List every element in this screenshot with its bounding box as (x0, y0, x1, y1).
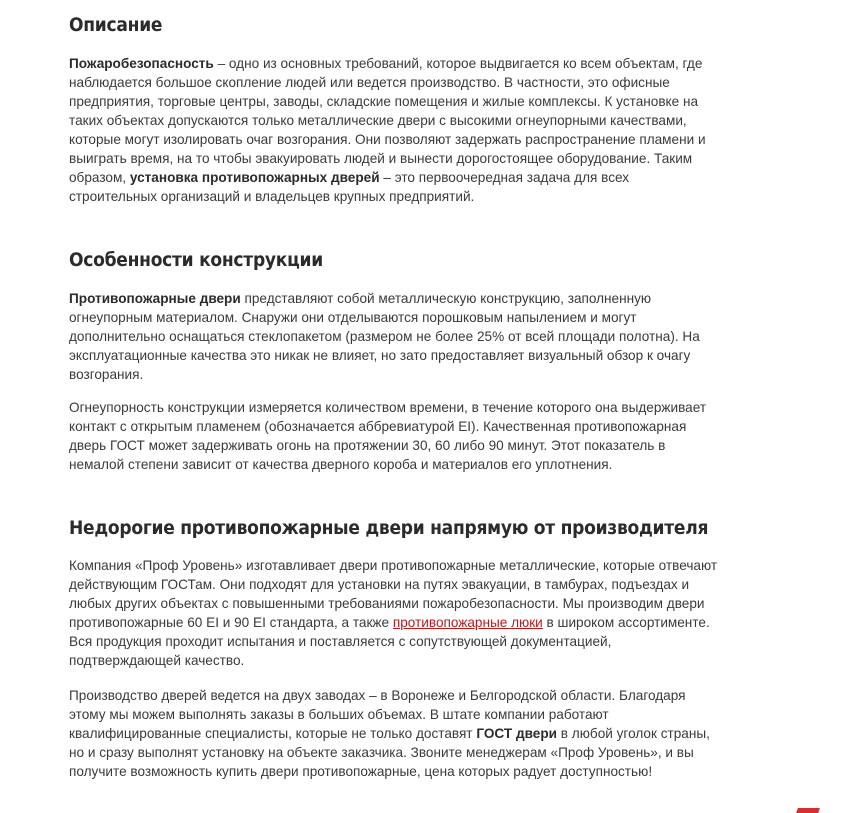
text-run: – одно из основных требований, которое выдвигается ко всем объектам, где наблюдается большое скопление людей или ведется производство. В частности, это офисные предприятия, торговые центры, заводы, складские помещения и жилые комплексы. К установке на таких объектах допускаются только металлические двери с высокими огнеупорными качествами, которые могут изолировать очаг возгорания. Они позволяют задержать распространение пламени и выиграть время, на то чтобы эвакуировать людей и вынести дорогостоящее оборудование. Таким образом, (69, 56, 706, 185)
text-run: – это первоочередная задача для всех строительных организаций и владельцев крупных предприятий. (69, 170, 630, 204)
paragraph-description (69, 54, 719, 206)
section-title-manufacturer: Недорогие противопожарные двери напрямую от производителя (69, 517, 709, 539)
paragraph-construction-2 (69, 398, 719, 474)
bold-term: Противопожарные двери (69, 291, 241, 306)
paragraph-manufacturer-2 (69, 686, 719, 781)
bold-term: установка противопожарных дверей (129, 170, 380, 185)
products-link[interactable]: противопожарные люки (392, 615, 543, 630)
paragraph-construction-1 (69, 289, 719, 384)
text-run: в любой уголок страны, но и сразу выполнят установку на объекте заказчика. Звоните менеджерам «Проф Уровень», и вы получите возможность купить двери противопожарные, цена которых радует доступностью! (69, 726, 710, 779)
text-run: Производство дверей ведется на двух заводах – в Воронеже и Белгородской области. Благодаря этому мы можем выполнять заказы в больших объемах. В штате компании работают квалифицированные специалисты, которые не только доставят (69, 688, 686, 741)
corner-accent (796, 808, 820, 813)
section-title-description: Описание (69, 14, 163, 36)
bold-term: Пожаробезопасность (69, 56, 214, 71)
text-run: Огнеупорность конструкции измеряется количеством времени, в течение которого она выдерживает контакт с открытым пламенем (обозначается аббревиатурой EI). Качественная противопожарная дверь ГОСТ может задерживать огонь на протяжении 30, 60 либо 90 минут. Этот показатель в немалой степени зависит от качества дверного короба и материалов его уплотнения. (69, 400, 707, 472)
paragraph-manufacturer-1 (69, 556, 719, 670)
section-title-construction: Особенности конструкции (69, 249, 323, 271)
text-run: в широком ассортименте. Вся продукция проходит испытания и поставляется с сопутствующей документацией, подтверждающей качество. (69, 615, 710, 668)
text-run: представляют собой металлическую конструкцию, заполненную огнеупорным материалом. Снаружи они отделываются порошковым напылением и могут дополнительно оснащаться стеклопакетом (размером не более 25% от всей площади полотна). На эксплуатационные качества это никак не влияет, но зато предоставляет визуальный обзор к очагу возгорания. (69, 291, 700, 382)
text-run: Компания «Проф Уровень» изготавливает двери противопожарные металлические, которые отвечают действующим ГОСТам. Они подходят для установки на путях эвакуации, в тамбурах, подъездах и любых других объектах с повышенными требованиями пожаробезопасности. Мы производим двери противопожарные 60 EI и 90 EI стандарта, а также (69, 558, 718, 630)
bold-term: ГОСТ двери (476, 726, 557, 741)
